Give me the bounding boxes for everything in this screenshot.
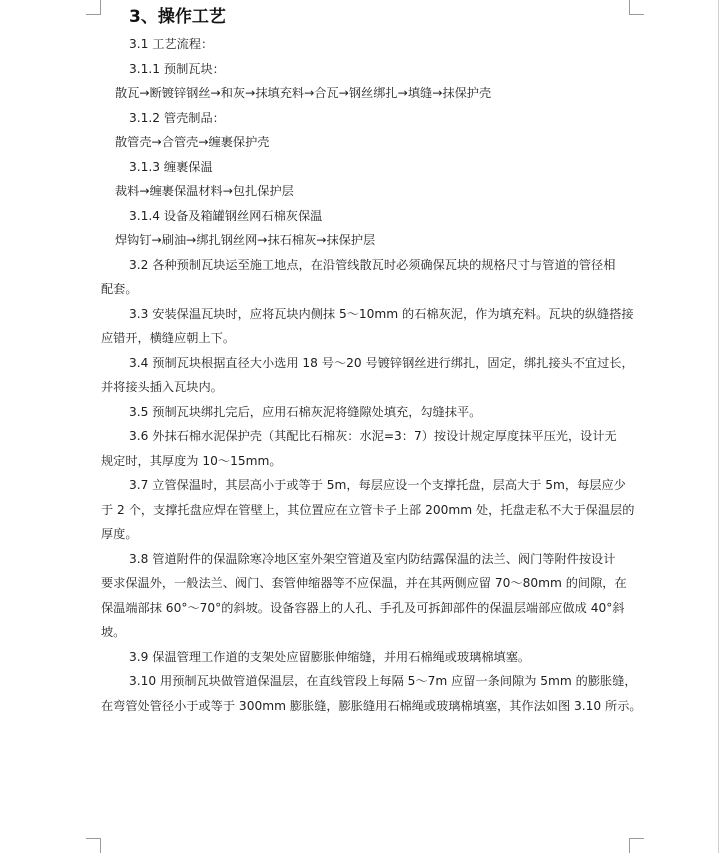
text-line: 3.5 预制瓦块绑扎完后，应用石棉灰泥将缝隙处填充，勾缝抹平。: [129, 405, 482, 419]
text-line: 3.7 立管保温时，其层高小于或等于 5m，每层应设一个支撑托盘，层高大于 5m，每层应少: [129, 478, 626, 492]
page-corner-mark-bottom-right: [629, 838, 644, 853]
text-line: 应错开，横缝应朝上下。: [101, 331, 236, 345]
text-line: 厚度。: [101, 527, 138, 541]
text-line: 坡。: [101, 625, 126, 639]
text-line: 3.2 各种预制瓦块运至施工地点，在沿管线散瓦时必须确保瓦块的规格尺寸与管道的管径相: [129, 258, 616, 272]
text-line: 裁料→缠裹保温材料→包扎保护层: [115, 184, 294, 198]
text-line: 散瓦→断镀锌钢丝→和灰→抹填充料→合瓦→钢丝绑扎→填缝→抹保护壳: [115, 86, 492, 100]
page-corner-mark-top-right: [629, 0, 644, 15]
page-corner-mark-top-left: [86, 0, 101, 15]
text-line: 要求保温外，一般法兰、阀门、套管伸缩器等不应保温，并在其两侧应留 70～80mm 的间隙，在: [101, 576, 627, 590]
text-line: 3.8 管道附件的保温除寒冷地区室外架空管道及室内防结露保温的法兰、阀门等附件按设计: [129, 552, 616, 566]
text-line: 保温端部抹 60°～70°的斜坡。设备容器上的人孔、手孔及可拆卸部件的保温层端部应做成 40°斜: [101, 601, 625, 615]
text-line: 3.1.3 缠裹保温: [129, 160, 213, 174]
text-line: 3.3 安装保温瓦块时，应将瓦块内侧抹 5～10mm 的石棉灰泥，作为填充料。瓦块的纵缝搭接: [129, 307, 634, 321]
text-line: 规定时，其厚度为 10～15mm。: [101, 454, 282, 468]
text-line: 并将接头插入瓦块内。: [101, 380, 223, 394]
text-line: 3.1 工艺流程：: [129, 37, 214, 51]
section-heading: 3、操作工艺: [129, 7, 226, 27]
text-line: 配套。: [101, 282, 138, 296]
page-edge-divider: [718, 0, 719, 853]
text-line: 3.1.2 管壳制品：: [129, 111, 225, 125]
page-corner-mark-bottom-left: [86, 838, 101, 853]
text-line: 于 2 个，支撑托盘应焊在管壁上，其位置应在立管卡子上部 200mm 处，托盘走私不大于保温层的: [101, 503, 635, 517]
text-line: 3.9 保温管理工作道的支架处应留膨胀伸缩缝，并用石棉绳或玻璃棉填塞。: [129, 650, 531, 664]
text-line: 3.4 预制瓦块根据直径大小选用 18 号～20 号镀锌钢丝进行绑扎，固定，绑扎接头不宜过长，: [129, 356, 634, 370]
text-line: 焊钩钉→刷油→绑扎钢丝网→抹石棉灰→抹保护层: [115, 233, 376, 247]
text-line: 3.10 用预制瓦块做管道保温层，在直线管段上每隔 5～7m 应留一条间隙为 5mm 的膨胀缝，: [129, 674, 637, 688]
text-line: 3.1.1 预制瓦块：: [129, 62, 225, 76]
text-line: 3.6 外抹石棉水泥保护壳（其配比石棉灰：水泥=3：7）按设计规定厚度抹平压光，设计无: [129, 429, 617, 443]
text-line: 在弯管处管径小于或等于 300mm 膨胀缝，膨胀缝用石棉绳或玻璃棉填塞，其作法如图 3.10 所示。: [101, 699, 642, 713]
text-line: 散管壳→合管壳→缠裹保护壳: [115, 135, 270, 149]
text-line: 3.1.4 设备及箱罐钢丝网石棉灰保温: [129, 209, 323, 223]
